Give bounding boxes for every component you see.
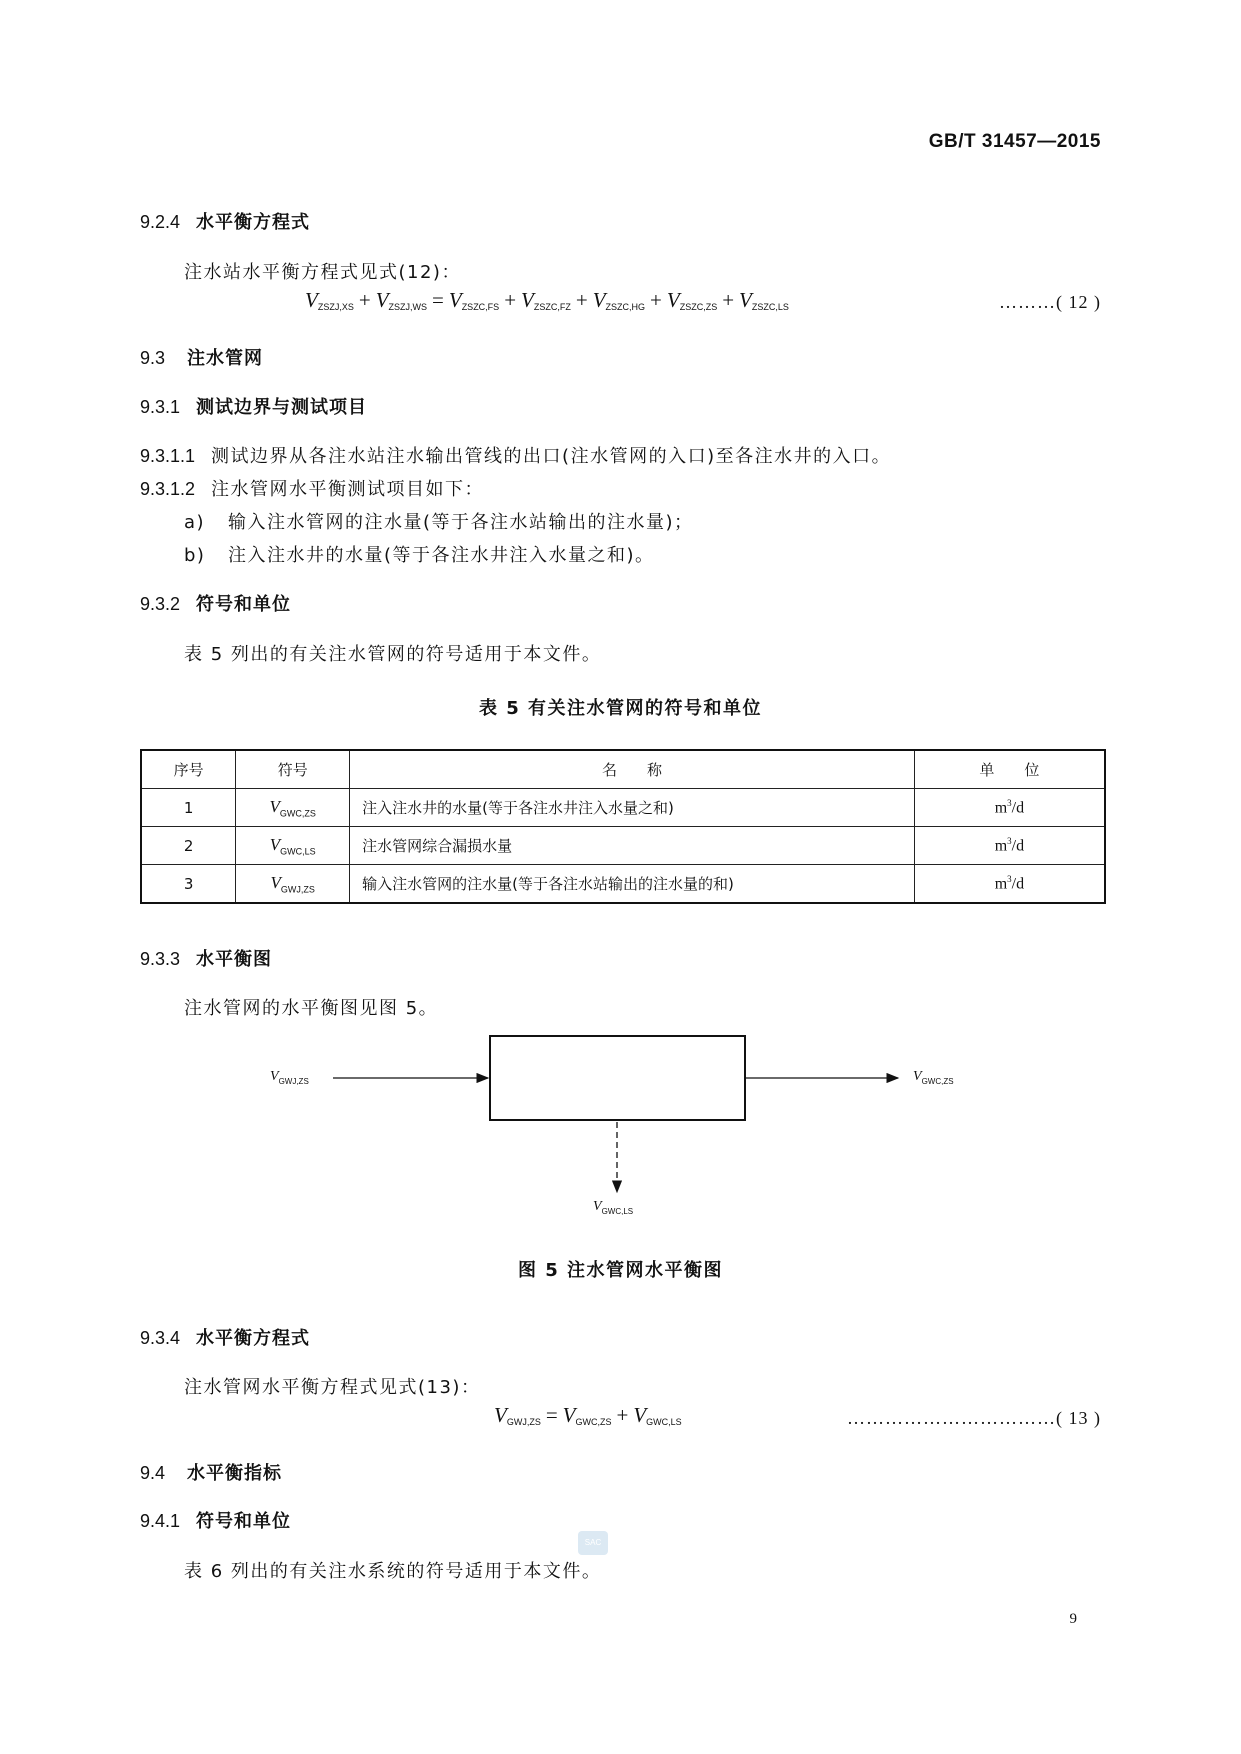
section-number: 9.2.4 — [140, 212, 181, 232]
paragraph-eq12-intro: 注水站水平衡方程式见式(12)： — [184, 262, 461, 283]
paragraph-table5-intro: 表 5 列出的有关注水管网的符号适用于本文件。 — [184, 644, 602, 665]
standard-number: GB/T 31457—2015 — [928, 131, 1101, 152]
paragraph-table6-intro: 表 6 列出的有关注水系统的符号适用于本文件。 — [184, 1561, 602, 1582]
paragraph-figure5-intro: 注水管网的水平衡图见图 5。 — [184, 998, 439, 1019]
label-output-flow: $V_{GWC,ZS}$ — [913, 1069, 954, 1086]
paragraph-9-3-1-1: 9.3.1.1 测试边界从各注水站注水输出管线的出口(注水管网的入口)至各注水井的入口。 — [140, 446, 892, 467]
list-item: a) 输入注水管网的注水量(等于各注水站输出的注水量)； — [184, 512, 694, 533]
paragraph-eq13-intro: 注水管网水平衡方程式见式(13)： — [184, 1377, 481, 1398]
heading-9-3: 9.3 注水管网 — [140, 348, 264, 369]
heading-9-4-1: 9.4.1 符号和单位 — [140, 1511, 292, 1532]
figure-5-caption: 图 5 注水管网水平衡图 — [517, 1260, 724, 1281]
heading-9-4: 9.4 水平衡指标 — [140, 1463, 283, 1484]
watermark-logo: SAC — [578, 1531, 608, 1555]
equation-12: $V_{ZSZJ,XS} + V_{ZSZJ,WS} = V_{ZSZC,FS} + V_{ZSZC,FZ} + V_{ZSZC,HG} + V_{ZSZC,ZS} + V_{ZSZC,LS}$ — [305, 288, 789, 312]
table-row: 2 $V_{GWC,LS}$ 注水管网综合漏损水量 $m^3/d$ — [141, 827, 1105, 865]
label-loss-flow: $V_{GWC,LS}$ — [593, 1199, 634, 1216]
label-input-flow: $V_{GWJ,ZS}$ — [270, 1069, 309, 1086]
network-box — [490, 1036, 745, 1120]
equation-12-number: ………( 12 ) — [999, 292, 1101, 312]
header-no: 序号 — [141, 750, 236, 789]
header-name: 名 称 — [350, 750, 915, 789]
heading-9-3-3: 9.3.3 水平衡图 — [140, 949, 273, 970]
page-number: 9 — [1069, 1611, 1077, 1627]
equation-13-number: ……………………………( 13 ) — [847, 1408, 1101, 1428]
header-symbol: 符号 — [236, 750, 350, 789]
table-5-caption: 表 5 有关注水管网的符号和单位 — [478, 698, 763, 719]
heading-9-3-2: 9.3.2 符号和单位 — [140, 594, 292, 615]
header-unit: 单 位 — [914, 750, 1105, 789]
section-title: 水平衡方程式 — [196, 212, 311, 233]
table-row: 3 $V_{GWJ,ZS}$ 输入注水管网的注水量(等于各注水站输出的注水量的和) $m^3/d$ — [141, 865, 1105, 904]
equation-13: $V_{GWJ,ZS} = V_{GWC,ZS} + V_{GWC,LS}$ — [494, 1403, 682, 1427]
table-row: 1 $V_{GWC,ZS}$ 注入注水井的水量(等于各注水井注入水量之和) $m^3/d$ — [141, 789, 1105, 827]
list-item: b) 注入注水井的水量(等于各注水井注入水量之和)。 — [184, 545, 655, 566]
paragraph-9-3-1-2: 9.3.1.2 注水管网水平衡测试项目如下： — [140, 479, 485, 500]
heading-9-3-1: 9.3.1 测试边界与测试项目 — [140, 397, 368, 418]
heading-9-3-4: 9.3.4 水平衡方程式 — [140, 1328, 311, 1349]
